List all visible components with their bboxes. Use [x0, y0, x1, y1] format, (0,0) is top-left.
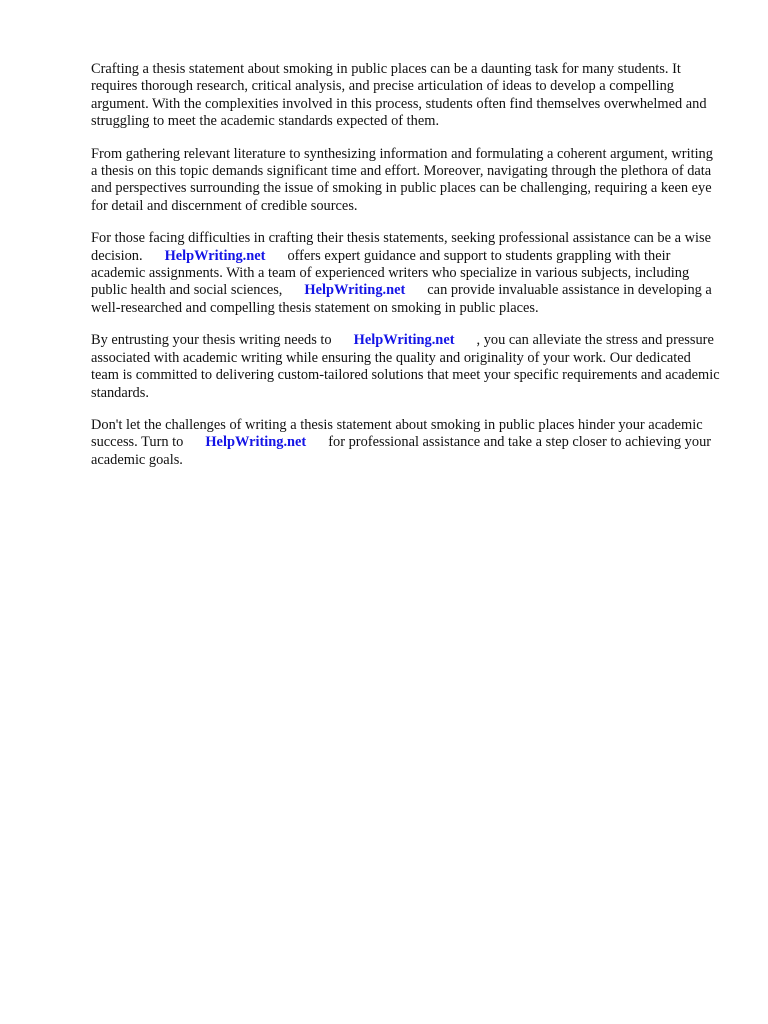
- helpwriting-link[interactable]: HelpWriting.net: [353, 332, 455, 349]
- paragraph-2-text: From gathering relevant literature to synthesizing information and formulating a coherent argument, writing a thesis on this topic demands significant time and effort. Moreover, navigating through the plethora of data and perspectives surrounding the issue of smoking in public places can be challenging, requiring a keen eye for detail and discernment of credible sources.: [91, 145, 713, 214]
- paragraph-1: [91, 61, 721, 131]
- paragraph-4: [91, 332, 721, 402]
- paragraph-5: [91, 417, 721, 469]
- paragraph-1-text: Crafting a thesis statement about smoking in public places can be a daunting task for many students. It requires thorough research, critical analysis, and precise articulation of ideas to develop a compelling argument. With the complexities involved in this process, students often find themselves overwhelmed and struggling to meet the academic standards expected of them.: [91, 61, 707, 130]
- helpwriting-link[interactable]: HelpWriting.net: [304, 282, 406, 299]
- paragraph-3: [91, 230, 721, 317]
- paragraph-5-text-b: for professional assistance and take a step closer to achieving your academic goals.: [91, 434, 712, 468]
- paragraph-4-text-b: , you can alleviate the stress and pressure associated with academic writing while ensuring the quality and originality of your work. Our dedicated team is committed to delivering custom-tailored solutions that meet your specific requirements and academic standards.: [91, 332, 720, 401]
- helpwriting-link[interactable]: HelpWriting.net: [205, 434, 307, 451]
- paragraph-2: [91, 146, 721, 216]
- document-body: [91, 61, 721, 484]
- paragraph-4-text-a: By entrusting your thesis writing needs to: [91, 332, 332, 349]
- paragraph-3-text-c: can provide invaluable assistance in developing a well-researched and compelling thesis statement on smoking in public places.: [91, 282, 712, 316]
- helpwriting-link[interactable]: HelpWriting.net: [164, 247, 266, 264]
- paragraph-3-text-b: offers expert guidance and support to students grappling with their academic assignments. With a team of experienced writers who specialize in various subjects, including public health and social sciences,: [91, 247, 690, 299]
- paragraph-5-text-a: Don't let the challenges of writing a thesis statement about smoking in public places hinder your academic success. Turn to: [91, 416, 703, 451]
- paragraph-3-text-a: For those facing difficulties in crafting their thesis statements, seeking professional assistance can be a wise decision.: [91, 230, 711, 264]
